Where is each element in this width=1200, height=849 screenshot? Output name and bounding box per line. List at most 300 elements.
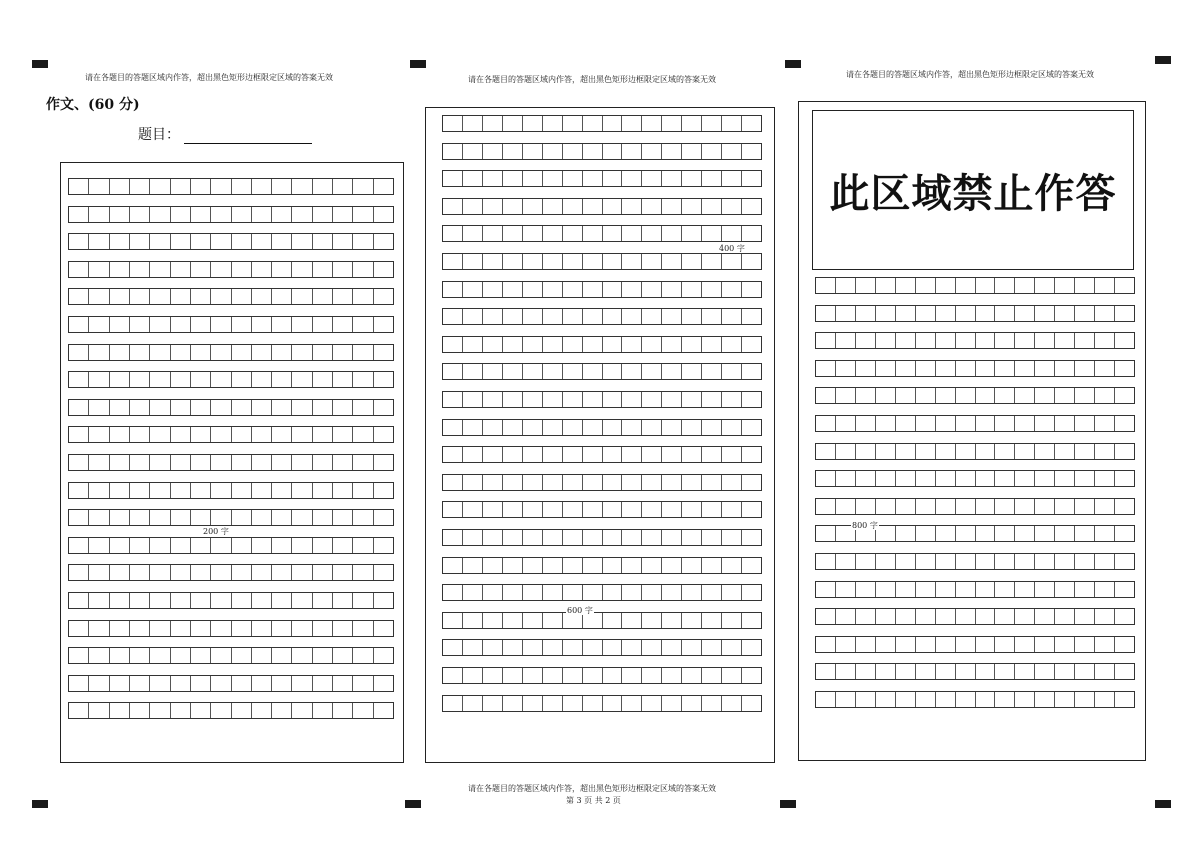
grid-cell[interactable] [603,502,623,517]
grid-cell[interactable] [443,282,463,297]
grid-cell[interactable] [976,582,996,597]
grid-cell[interactable] [563,254,583,269]
grid-cell[interactable] [662,254,682,269]
grid-cell[interactable] [583,226,603,241]
grid-cell[interactable] [702,475,722,490]
grid-cell[interactable] [1055,526,1075,541]
grid-cell[interactable] [543,171,563,186]
grid-cell[interactable] [69,676,89,691]
grid-cell[interactable] [722,640,742,655]
grid-cell[interactable] [252,345,272,360]
grid-cell[interactable] [443,171,463,186]
grid-cell[interactable] [374,179,393,194]
grid-cell[interactable] [836,306,856,321]
grid-cell[interactable] [171,648,191,663]
grid-cell[interactable] [956,361,976,376]
grid-cell[interactable] [916,499,936,514]
grid-cell[interactable] [443,668,463,683]
grid-cell[interactable] [896,692,916,707]
grid-cell[interactable] [916,416,936,431]
grid-cell[interactable] [313,510,333,525]
grid-cell[interactable] [292,372,312,387]
grid-cell[interactable] [252,621,272,636]
grid-cell[interactable] [443,254,463,269]
grid-cell[interactable] [956,333,976,348]
grid-cell[interactable] [682,696,702,711]
grid-cell[interactable] [816,582,836,597]
grid-cell[interactable] [333,234,353,249]
grid-cell[interactable] [603,613,623,628]
grid-cell[interactable] [232,317,252,332]
grid-cell[interactable] [171,510,191,525]
grid-cell[interactable] [232,179,252,194]
grid-cell[interactable] [976,554,996,569]
grid-cell[interactable] [1015,637,1035,652]
grid-cell[interactable] [232,676,252,691]
grid-cell[interactable] [976,526,996,541]
grid-cell[interactable] [333,400,353,415]
grid-cell[interactable] [816,471,836,486]
grid-cell[interactable] [836,554,856,569]
grid-cell[interactable] [272,703,292,718]
grid-cell[interactable] [523,309,543,324]
grid-cell[interactable] [171,400,191,415]
grid-cell[interactable] [313,289,333,304]
grid-cell[interactable] [1035,306,1055,321]
grid-cell[interactable] [563,144,583,159]
grid-cell[interactable] [171,565,191,580]
grid-cell[interactable] [722,668,742,683]
grid-cell[interactable] [876,637,896,652]
grid-cell[interactable] [622,585,642,600]
grid-cell[interactable] [682,392,702,407]
grid-cell[interactable] [563,226,583,241]
grid-cell[interactable] [816,333,836,348]
grid-cell[interactable] [374,234,393,249]
grid-cell[interactable] [503,696,523,711]
grid-cell[interactable] [583,475,603,490]
grid-cell[interactable] [171,179,191,194]
grid-cell[interactable] [232,427,252,442]
grid-cell[interactable] [130,676,150,691]
grid-row[interactable] [815,498,1135,515]
grid-cell[interactable] [150,455,170,470]
grid-cell[interactable] [483,309,503,324]
grid-cell[interactable] [876,361,896,376]
grid-cell[interactable] [1035,609,1055,624]
grid-cell[interactable] [523,226,543,241]
grid-cell[interactable] [69,400,89,415]
grid-cell[interactable] [682,640,702,655]
grid-cell[interactable] [976,664,996,679]
grid-cell[interactable] [211,648,231,663]
grid-cell[interactable] [896,582,916,597]
grid-cell[interactable] [191,648,211,663]
grid-cell[interactable] [995,664,1015,679]
grid-cell[interactable] [272,427,292,442]
grid-cell[interactable] [232,372,252,387]
grid-cell[interactable] [292,593,312,608]
grid-cell[interactable] [69,207,89,222]
grid-cell[interactable] [463,254,483,269]
grid-cell[interactable] [916,554,936,569]
grid-cell[interactable] [742,116,761,131]
grid-cell[interactable] [374,345,393,360]
grid-cell[interactable] [1075,554,1095,569]
grid-row[interactable] [68,206,394,223]
grid-cell[interactable] [1095,692,1115,707]
grid-cell[interactable] [333,372,353,387]
grid-cell[interactable] [976,361,996,376]
grid-cell[interactable] [89,455,109,470]
grid-cell[interactable] [523,337,543,352]
grid-cell[interactable] [836,499,856,514]
grid-cell[interactable] [856,499,876,514]
grid-cell[interactable] [463,337,483,352]
grid-cell[interactable] [1055,499,1075,514]
grid-cell[interactable] [563,475,583,490]
grid-cell[interactable] [816,388,836,403]
grid-cell[interactable] [603,116,623,131]
grid-cell[interactable] [742,171,761,186]
grid-cell[interactable] [171,345,191,360]
grid-cell[interactable] [603,337,623,352]
grid-cell[interactable] [333,648,353,663]
grid-cell[interactable] [353,317,373,332]
grid-cell[interactable] [333,565,353,580]
grid-cell[interactable] [622,558,642,573]
grid-cell[interactable] [603,226,623,241]
grid-cell[interactable] [232,345,252,360]
grid-cell[interactable] [642,613,662,628]
grid-cell[interactable] [995,471,1015,486]
grid-cell[interactable] [252,427,272,442]
grid-cell[interactable] [876,692,896,707]
grid-cell[interactable] [463,558,483,573]
grid-cell[interactable] [836,278,856,293]
grid-cell[interactable] [896,278,916,293]
grid-cell[interactable] [333,703,353,718]
grid-cell[interactable] [313,317,333,332]
grid-cell[interactable] [463,502,483,517]
grid-cell[interactable] [503,337,523,352]
grid-row[interactable] [442,557,762,574]
grid-cell[interactable] [896,637,916,652]
grid-cell[interactable] [69,345,89,360]
grid-cell[interactable] [313,427,333,442]
grid-cell[interactable] [583,613,603,628]
grid-row[interactable] [68,537,394,554]
grid-cell[interactable] [956,554,976,569]
grid-cell[interactable] [622,282,642,297]
grid-cell[interactable] [722,585,742,600]
grid-cell[interactable] [503,668,523,683]
grid-cell[interactable] [483,199,503,214]
grid-row[interactable] [442,695,762,712]
grid-cell[interactable] [252,262,272,277]
grid-cell[interactable] [232,207,252,222]
grid-cell[interactable] [333,427,353,442]
grid-cell[interactable] [292,538,312,553]
grid-cell[interactable] [543,585,563,600]
grid-cell[interactable] [543,475,563,490]
grid-cell[interactable] [374,400,393,415]
grid-cell[interactable] [722,199,742,214]
grid-cell[interactable] [603,585,623,600]
grid-cell[interactable] [1035,416,1055,431]
grid-cell[interactable] [563,640,583,655]
grid-cell[interactable] [876,554,896,569]
grid-cell[interactable] [936,444,956,459]
grid-cell[interactable] [313,207,333,222]
grid-cell[interactable] [463,282,483,297]
grid-cell[interactable] [642,144,662,159]
grid-cell[interactable] [292,317,312,332]
grid-cell[interactable] [622,144,642,159]
grid-row[interactable] [68,288,394,305]
grid-cell[interactable] [856,388,876,403]
grid-cell[interactable] [642,309,662,324]
grid-cell[interactable] [976,609,996,624]
grid-cell[interactable] [702,530,722,545]
grid-cell[interactable] [642,530,662,545]
grid-cell[interactable] [642,337,662,352]
grid-cell[interactable] [1115,278,1134,293]
grid-cell[interactable] [252,317,272,332]
grid-cell[interactable] [622,502,642,517]
grid-cell[interactable] [191,455,211,470]
grid-cell[interactable] [191,676,211,691]
grid-cell[interactable] [583,364,603,379]
grid-cell[interactable] [374,538,393,553]
grid-cell[interactable] [523,392,543,407]
grid-cell[interactable] [211,510,231,525]
grid-row[interactable] [442,308,762,325]
grid-cell[interactable] [722,171,742,186]
grid-cell[interactable] [272,565,292,580]
grid-cell[interactable] [742,254,761,269]
grid-cell[interactable] [1055,444,1075,459]
grid-cell[interactable] [503,282,523,297]
grid-cell[interactable] [272,538,292,553]
grid-cell[interactable] [523,558,543,573]
grid-cell[interactable] [603,447,623,462]
grid-cell[interactable] [956,278,976,293]
grid-cell[interactable] [603,199,623,214]
grid-cell[interactable] [110,703,130,718]
grid-cell[interactable] [1075,499,1095,514]
grid-cell[interactable] [333,538,353,553]
grid-cell[interactable] [1095,278,1115,293]
grid-cell[interactable] [856,692,876,707]
grid-cell[interactable] [130,565,150,580]
grid-cell[interactable] [642,364,662,379]
grid-cell[interactable] [191,427,211,442]
grid-cell[interactable] [896,664,916,679]
grid-cell[interactable] [702,668,722,683]
grid-cell[interactable] [191,207,211,222]
grid-cell[interactable] [543,613,563,628]
grid-cell[interactable] [702,392,722,407]
grid-cell[interactable] [252,179,272,194]
grid-cell[interactable] [876,278,896,293]
grid-row[interactable] [815,415,1135,432]
grid-cell[interactable] [292,207,312,222]
grid-cell[interactable] [1075,416,1095,431]
grid-cell[interactable] [702,226,722,241]
grid-cell[interactable] [956,526,976,541]
grid-cell[interactable] [662,530,682,545]
grid-cell[interactable] [232,648,252,663]
grid-cell[interactable] [191,179,211,194]
grid-cell[interactable] [1095,499,1115,514]
grid-cell[interactable] [1095,609,1115,624]
grid-cell[interactable] [563,696,583,711]
grid-cell[interactable] [622,613,642,628]
grid-cell[interactable] [313,676,333,691]
grid-cell[interactable] [252,455,272,470]
grid-cell[interactable] [523,668,543,683]
grid-cell[interactable] [563,668,583,683]
grid-cell[interactable] [936,333,956,348]
grid-cell[interactable] [682,530,702,545]
grid-cell[interactable] [69,593,89,608]
grid-cell[interactable] [232,289,252,304]
grid-cell[interactable] [702,613,722,628]
grid-cell[interactable] [662,447,682,462]
grid-cell[interactable] [443,309,463,324]
grid-cell[interactable] [130,207,150,222]
grid-cell[interactable] [956,306,976,321]
grid-row[interactable] [442,667,762,684]
grid-cell[interactable] [1035,526,1055,541]
grid-cell[interactable] [662,116,682,131]
grid-cell[interactable] [313,345,333,360]
grid-cell[interactable] [876,388,896,403]
grid-cell[interactable] [936,499,956,514]
grid-cell[interactable] [916,526,936,541]
grid-cell[interactable] [232,234,252,249]
grid-cell[interactable] [171,427,191,442]
grid-cell[interactable] [722,392,742,407]
grid-cell[interactable] [543,364,563,379]
grid-cell[interactable] [995,361,1015,376]
grid-cell[interactable] [150,179,170,194]
grid-cell[interactable] [662,364,682,379]
grid-row[interactable] [442,529,762,546]
grid-cell[interactable] [995,333,1015,348]
grid-cell[interactable] [642,392,662,407]
grid-cell[interactable] [956,416,976,431]
grid-cell[interactable] [89,179,109,194]
grid-cell[interactable] [1115,333,1134,348]
grid-row[interactable] [68,564,394,581]
grid-cell[interactable] [622,199,642,214]
grid-cell[interactable] [1015,416,1035,431]
grid-cell[interactable] [976,388,996,403]
grid-cell[interactable] [211,455,231,470]
grid-cell[interactable] [130,703,150,718]
grid-cell[interactable] [622,116,642,131]
grid-cell[interactable] [483,668,503,683]
grid-cell[interactable] [463,309,483,324]
grid-row[interactable] [68,261,394,278]
grid-cell[interactable] [995,306,1015,321]
grid-cell[interactable] [292,179,312,194]
grid-cell[interactable] [272,483,292,498]
grid-cell[interactable] [722,364,742,379]
grid-cell[interactable] [702,585,722,600]
grid-cell[interactable] [662,171,682,186]
grid-cell[interactable] [89,234,109,249]
grid-cell[interactable] [463,226,483,241]
grid-row[interactable] [442,501,762,518]
grid-cell[interactable] [110,538,130,553]
grid-cell[interactable] [353,510,373,525]
grid-cell[interactable] [523,116,543,131]
grid-cell[interactable] [130,317,150,332]
grid-cell[interactable] [150,621,170,636]
grid-cell[interactable] [272,372,292,387]
grid-cell[interactable] [995,416,1015,431]
grid-cell[interactable] [292,565,312,580]
grid-cell[interactable] [150,703,170,718]
grid-cell[interactable] [292,345,312,360]
grid-cell[interactable] [1055,416,1075,431]
grid-cell[interactable] [69,648,89,663]
grid-cell[interactable] [150,400,170,415]
grid-cell[interactable] [702,282,722,297]
grid-cell[interactable] [443,502,463,517]
grid-cell[interactable] [523,502,543,517]
grid-cell[interactable] [816,278,836,293]
grid-cell[interactable] [463,475,483,490]
grid-cell[interactable] [483,226,503,241]
grid-cell[interactable] [642,558,662,573]
grid-cell[interactable] [191,621,211,636]
grid-cell[interactable] [232,621,252,636]
grid-cell[interactable] [916,609,936,624]
grid-cell[interactable] [896,306,916,321]
grid-cell[interactable] [682,254,702,269]
grid-row[interactable] [815,332,1135,349]
grid-row[interactable] [815,470,1135,487]
grid-cell[interactable] [483,254,503,269]
grid-cell[interactable] [503,475,523,490]
grid-cell[interactable] [252,703,272,718]
grid-cell[interactable] [313,372,333,387]
grid-cell[interactable] [443,392,463,407]
grid-cell[interactable] [353,648,373,663]
grid-cell[interactable] [483,585,503,600]
grid-cell[interactable] [976,692,996,707]
grid-cell[interactable] [503,420,523,435]
grid-cell[interactable] [1115,664,1134,679]
grid-cell[interactable] [583,337,603,352]
grid-cell[interactable] [503,392,523,407]
grid-cell[interactable] [443,447,463,462]
grid-cell[interactable] [523,144,543,159]
grid-cell[interactable] [272,289,292,304]
grid-cell[interactable] [191,289,211,304]
grid-cell[interactable] [563,199,583,214]
grid-cell[interactable] [1115,471,1134,486]
grid-cell[interactable] [523,613,543,628]
grid-cell[interactable] [252,234,272,249]
grid-cell[interactable] [876,609,896,624]
grid-cell[interactable] [1075,582,1095,597]
grid-cell[interactable] [272,621,292,636]
